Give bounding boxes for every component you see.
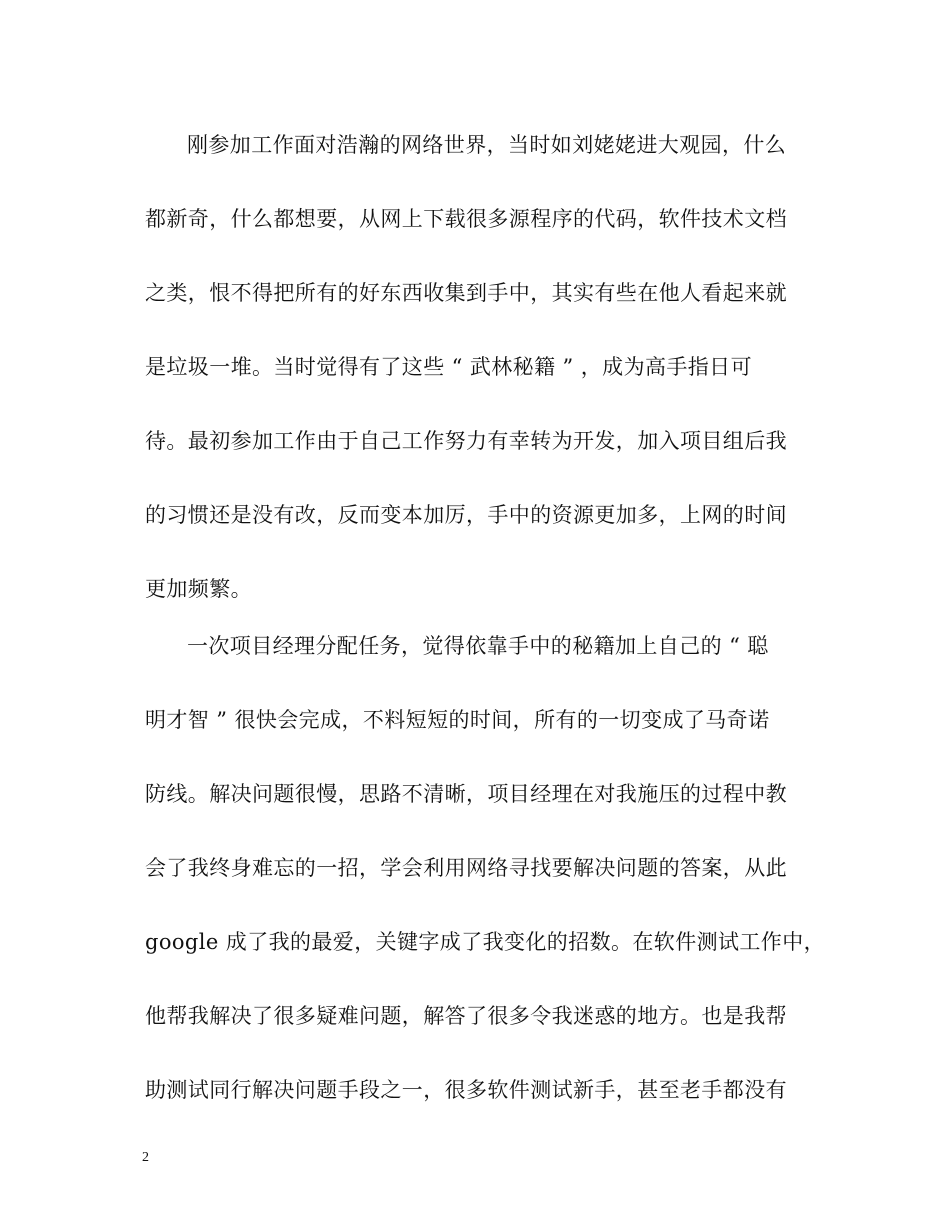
text-line: 会了我终身难忘的一招，学会利用网络寻找要解决问题的答案，从此 — [145, 856, 787, 880]
text-line: 更加频繁。 — [145, 577, 252, 601]
text-line: 之类，恨不得把所有的好东西收集到手中，其实有些在他人看起来就 — [145, 281, 787, 305]
text-line: 都新奇，什么都想要，从网上下载很多源程序的代码，软件技术文档 — [145, 207, 787, 231]
text-line: 一次项目经理分配任务，觉得依靠手中的秘籍加上自己的 “ 聪 — [187, 634, 769, 658]
text-line: 防线。解决问题很慢，思路不清晰，项目经理在对我施压的过程中教 — [145, 782, 787, 806]
page-number: 2 — [142, 1150, 149, 1165]
text-line: 的习惯还是没有改，反而变本加厉，手中的资源更加多，上网的时间 — [145, 503, 787, 527]
text-line: 助测试同行解决问题手段之一，很多软件测试新手，甚至老手都没有 — [145, 1078, 787, 1102]
text-line: 他帮我解决了很多疑难问题，解答了很多令我迷惑的地方。也是我帮 — [145, 1004, 787, 1028]
text-line: 明才智 ” 很快会完成，不料短短的时间，所有的一切变成了马奇诺 — [145, 708, 770, 732]
text-line: 待。最初参加工作由于自己工作努力有幸转为开发，加入项目组后我 — [145, 429, 787, 453]
text-line: google 成了我的最爱，关键字成了我变化的招数。在软件测试工作中， — [145, 930, 825, 954]
text-line: 是垃圾一堆。当时觉得有了这些 “ 武林秘籍 ” ，成为高手指日可 — [145, 355, 752, 379]
text-line: 刚参加工作面对浩瀚的网络世界，当时如刘姥姥进大观园，什么 — [187, 133, 787, 157]
